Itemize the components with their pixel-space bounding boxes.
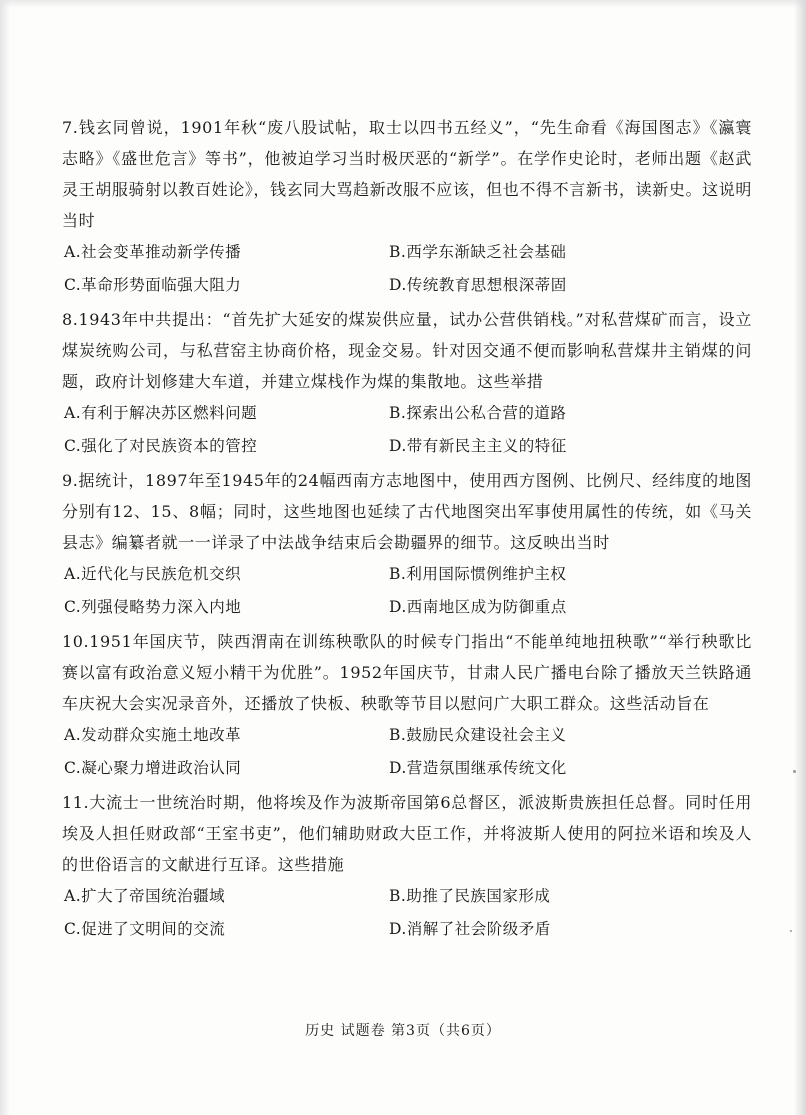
question-8 [62,304,752,463]
scan-shadow-top [0,0,806,8]
option-a: A.有利于解决苏区燃料问题 [64,404,258,422]
option-c: C.凝心聚力增进政治认同 [64,759,242,777]
option-d: D.西南地区成为防御重点 [389,598,567,616]
option-a: A.扩大了帝国统治疆域 [64,887,226,905]
option-c: C.列强侵略势力深入内地 [64,598,242,616]
option-b: B.鼓励民众建设社会主义 [389,726,567,744]
scan-shadow-right [794,0,806,1115]
option-c: C.强化了对民族资本的管控 [64,437,258,455]
option-a: A.社会变革推动新学传播 [64,243,242,261]
option-b: B.助推了民族国家形成 [389,887,551,905]
question-11 [62,787,752,946]
question-list [62,112,752,946]
option-b: B.利用国际惯例维护主权 [389,565,567,583]
option-d: D.消解了社会阶级矛盾 [389,920,551,938]
question-stem: 7.钱玄同曾说，1901年秋“废八股试帖，取士以四书五经义”，“先生命看《海国图志》《瀛寰志略》《盛世危言》等书”，他被迫学习当时极厌恶的“新学”。在学作史论时，老师出题《赵武灵王胡服骑射以教百姓论》，钱玄同大骂趋新改服不应该，但也不得不言新书，读新史。这说明当时 [62,118,752,230]
answer-options [64,719,752,785]
question-stem: 11.大流士一世统治时期，他将埃及作为波斯帝国第6总督区，派波斯贵族担任总督。同时任用埃及人担任财政部“王室书吏”，他们辅助财政大臣工作，并将波斯人使用的阿拉米语和埃及人的世俗语言的文献进行互译。这些措施 [62,793,752,874]
page-footer: 历史 试题卷 第3页（共6页） [305,1023,501,1039]
scan-speck [793,770,796,773]
option-a: A.发动群众实施土地改革 [64,726,242,744]
answer-options [64,880,752,946]
question-stem: 8.1943年中共提出：“首先扩大延安的煤炭供应量，试办公营供销栈。”对私营煤矿而言，设立煤炭统购公司，与私营窑主协商价格，现金交易。针对因交通不便而影响私营煤井主销煤的问题，政府计划修建大车道，并建立煤栈作为煤的集散地。这些举措 [62,310,752,391]
option-a: A.近代化与民族危机交织 [64,565,242,583]
option-c: C.促进了文明间的交流 [64,920,226,938]
answer-options [64,558,752,624]
answer-options [64,236,752,302]
option-b: B.西学东渐缺乏社会基础 [389,243,567,261]
question-10 [62,626,752,785]
scan-speck [790,930,792,932]
option-b: B.探索出公私合营的道路 [389,404,567,422]
answer-options [64,397,752,463]
option-d: D.传统教育思想根深蒂固 [389,276,567,294]
question-9 [62,465,752,624]
question-stem: 9.据统计，1897年至1945年的24幅西南方志地图中，使用西方图例、比例尺、经纬度的地图分别有12、15、8幅；同时，这些地图也延续了古代地图突出军事使用属性的传统，如《马关县志》编纂者就一一详录了中法战争结束后会勘疆界的细节。这反映出当时 [62,471,752,552]
scan-shadow-left [0,0,10,1115]
option-c: C.革命形势面临强大阻力 [64,276,242,294]
option-d: D.带有新民主主义的特征 [389,437,567,455]
question-stem: 10.1951年国庆节，陕西渭南在训练秧歌队的时候专门指出“不能单纯地扭秧歌”“举行秧歌比赛以富有政治意义短小精干为优胜”。1952年国庆节，甘肃人民广播电台除了播放天兰铁路通车庆祝大会实况录音外，还播放了快板、秧歌等节目以慰问广大职工群众。这些活动旨在 [62,632,752,713]
option-d: D.营造氛围继承传统文化 [389,759,567,777]
question-7 [62,112,752,302]
